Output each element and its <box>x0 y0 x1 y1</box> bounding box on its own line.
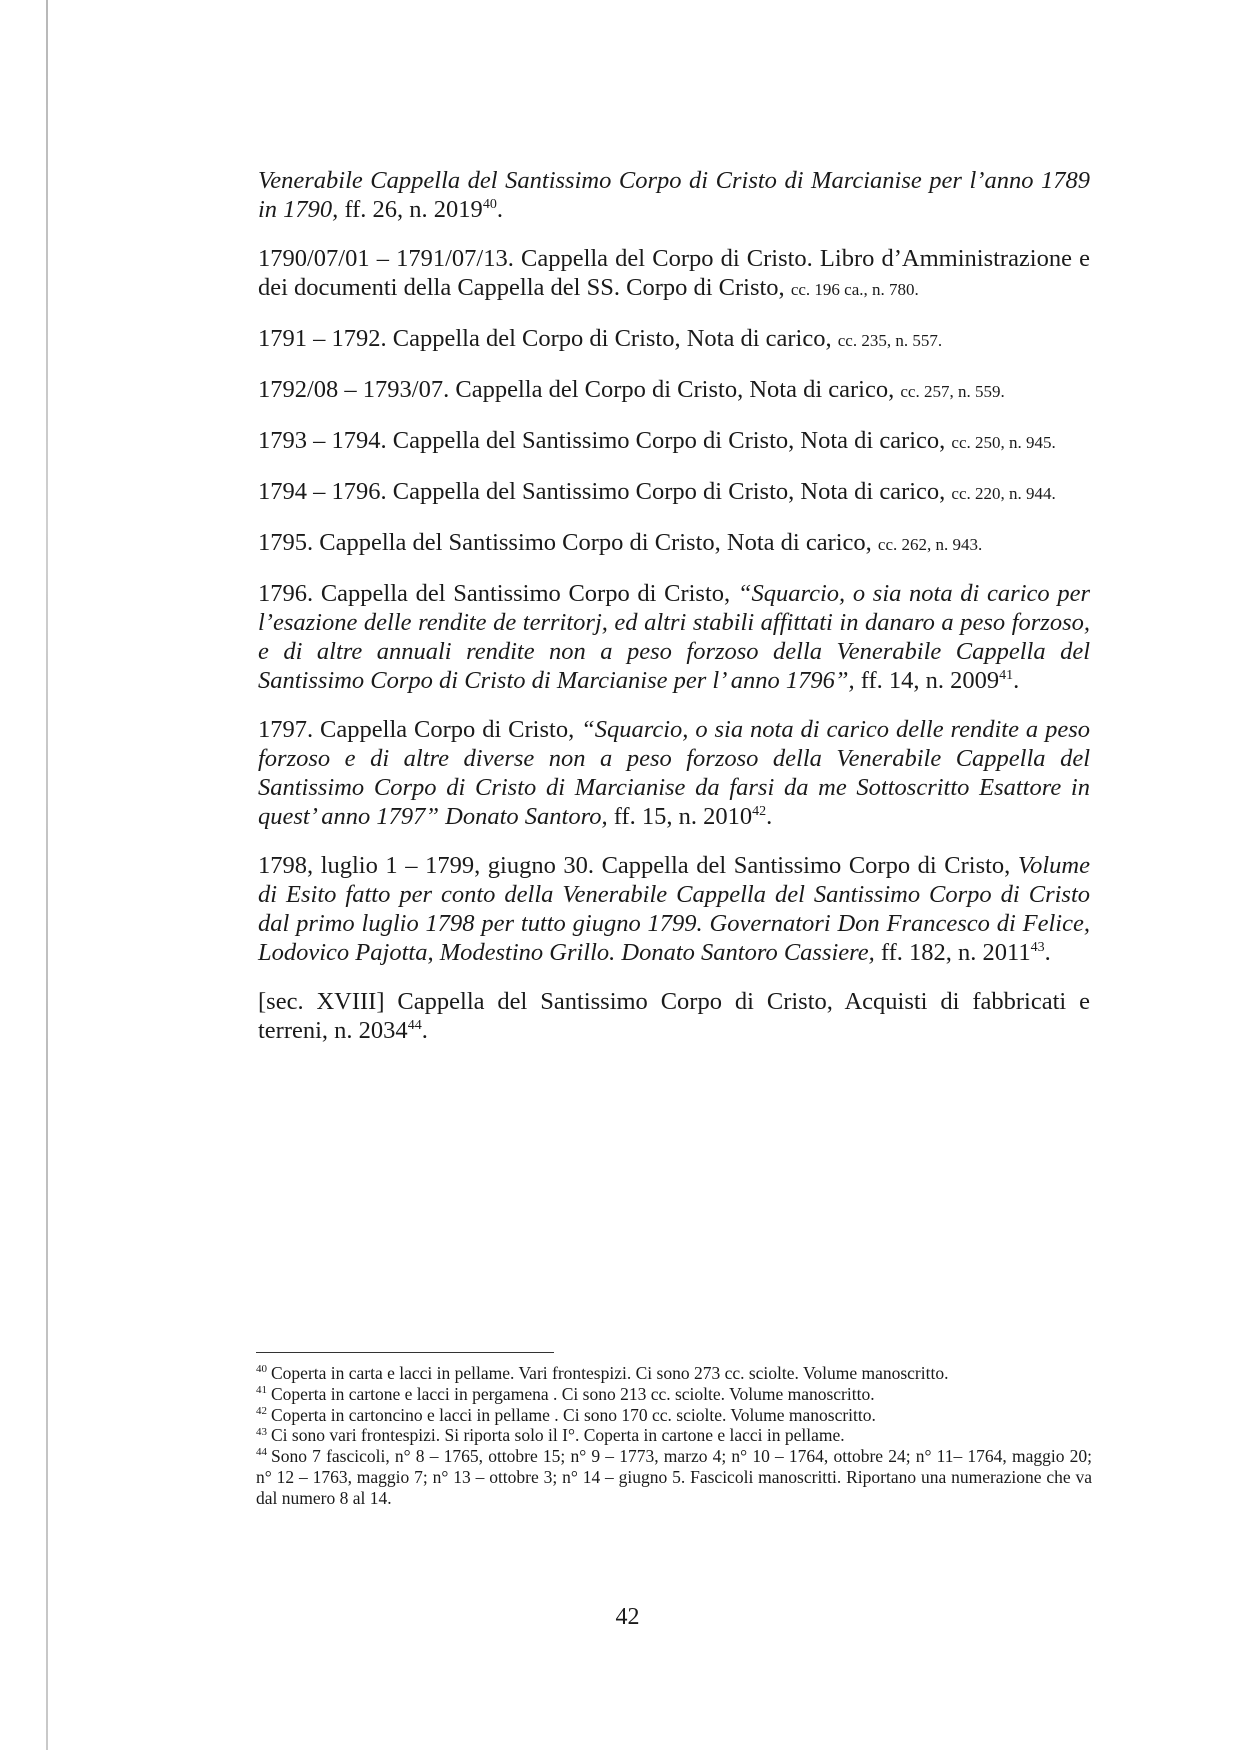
footnote-40: $^{40}$ Coperta in carta e lacci in pellame. Vari frontespizi. Ci sono 273 cc. sciolte. Volume manoscritto. <box>256 1363 949 1383</box>
entry-sec-xviii: [sec. XVIII] Cappella del Santissimo Corpo di Cristo, Acquisti di fabbricati e terreni, n. 2034$^{44}$. <box>258 988 1090 1044</box>
page-number: 42 <box>615 1604 640 1630</box>
footnote-separator <box>256 1352 554 1353</box>
footnote-ref-41[interactable]: 41 <box>999 667 1014 683</box>
footnote-42: $^{42}$ Coperta in cartoncino e lacci in pellame . Ci sono 170 cc. sciolte. Volume manoscritto. <box>256 1404 876 1425</box>
entry-1794: 1794 – 1796. Cappella del Santissimo Corpo di Cristo, Nota di carico, cc. 220, n. 944. <box>258 478 1056 505</box>
entry-1797: 1797. Cappella Corpo di Cristo, “Squarcio, o sia nota di carico delle rendite a peso forzoso e di altre diverse non a peso forzoso della Venerabile Cappella del Santissimo Corpo di Cristo di Marcianise da farsi da me Sottoscritto Esattore in quest’ anno 1797” Donato Santoro, ff. 15, n. 2010$^{42}$. <box>258 716 1090 830</box>
footnote-44: $^{44}$ Sono 7 fascicoli, n° 8 – 1765, ottobre 15; n° 9 – 1773, marzo 4; n° 10 – 1764, ottobre 24; n° 11– 1764, maggio 20; n° 12 – 1763, maggio 7; n° 13 – ottobre 3; n° 14 – giugno 5. Fascicoli manoscritti. Riportano una numerazione che va dal numero 8 al 14. <box>256 1446 1092 1508</box>
entry-1795: 1795. Cappella del Santissimo Corpo di Cristo, Nota di carico, cc. 262, n. 943. <box>258 529 983 556</box>
entry-1798: 1798, luglio 1 – 1799, giugno 30. Cappella del Santissimo Corpo di Cristo, Volume di Esito fatto per conto della Venerabile Cappella del Santissimo Corpo di Cristo dal primo luglio 1798 per tutto giugno 1799. Governatori Don Francesco di Felice, Lodovico Pajotta, Modestino Grillo. Donato Santoro Cassiere, ff. 182, n. 2011$^{43}$. <box>258 852 1090 966</box>
entry-1792: 1792/08 – 1793/07. Cappella del Corpo di Cristo, Nota di carico, cc. 257, n. 559. <box>258 376 1005 403</box>
footnote-ref-42[interactable]: 42 <box>752 803 767 819</box>
footnotes <box>256 1352 1092 1509</box>
entry-1796: 1796. Cappella del Santissimo Corpo di Cristo, “Squarcio, o sia nota di carico per l’esazione delle rendite de territorj, ed altri stabili affittati in danaro a peso forzoso, e di altre annuali rendite non a peso forzoso della Venerabile Cappella del Santissimo Corpo di Cristo di Marcianise per l’ anno 1796”, ff. 14, n. 2009$^{41}$. <box>258 580 1090 694</box>
scan-edge-line <box>46 0 48 1750</box>
footnote-43: $^{43}$ Ci sono vari frontespizi. Si riporta solo il I°. Coperta in cartone e lacci in pellame. <box>256 1425 845 1446</box>
footnote-ref-43[interactable]: 43 <box>1030 939 1045 955</box>
footnote-ref-40[interactable]: 40 <box>482 196 497 212</box>
entry-1793: 1793 – 1794. Cappella del Santissimo Corpo di Cristo, Nota di carico, cc. 250, n. 945. <box>258 427 1056 454</box>
footnote-ref-44[interactable]: 44 <box>407 1017 422 1033</box>
entry-1789: Venerabile Cappella del Santissimo Corpo di Cristo di Marcianise per l’anno 1789 in 1790, ff. 26, n. 2019$^{40}$. <box>258 167 1090 223</box>
footnote-41: $^{41}$ Coperta in cartone e lacci in pergamena . Ci sono 213 cc. sciolte. Volume manoscritto. <box>256 1383 875 1404</box>
main-text <box>258 166 1090 1065</box>
entry-1790: 1790/07/01 – 1791/07/13. Cappella del Corpo di Cristo. Libro d’Amministrazione e dei documenti della Cappella del SS. Corpo di Cristo, cc. 196 ca., n. 780. <box>258 245 1090 301</box>
entry-1791: 1791 – 1792. Cappella del Corpo di Cristo, Nota di carico, cc. 235, n. 557. <box>258 325 943 352</box>
